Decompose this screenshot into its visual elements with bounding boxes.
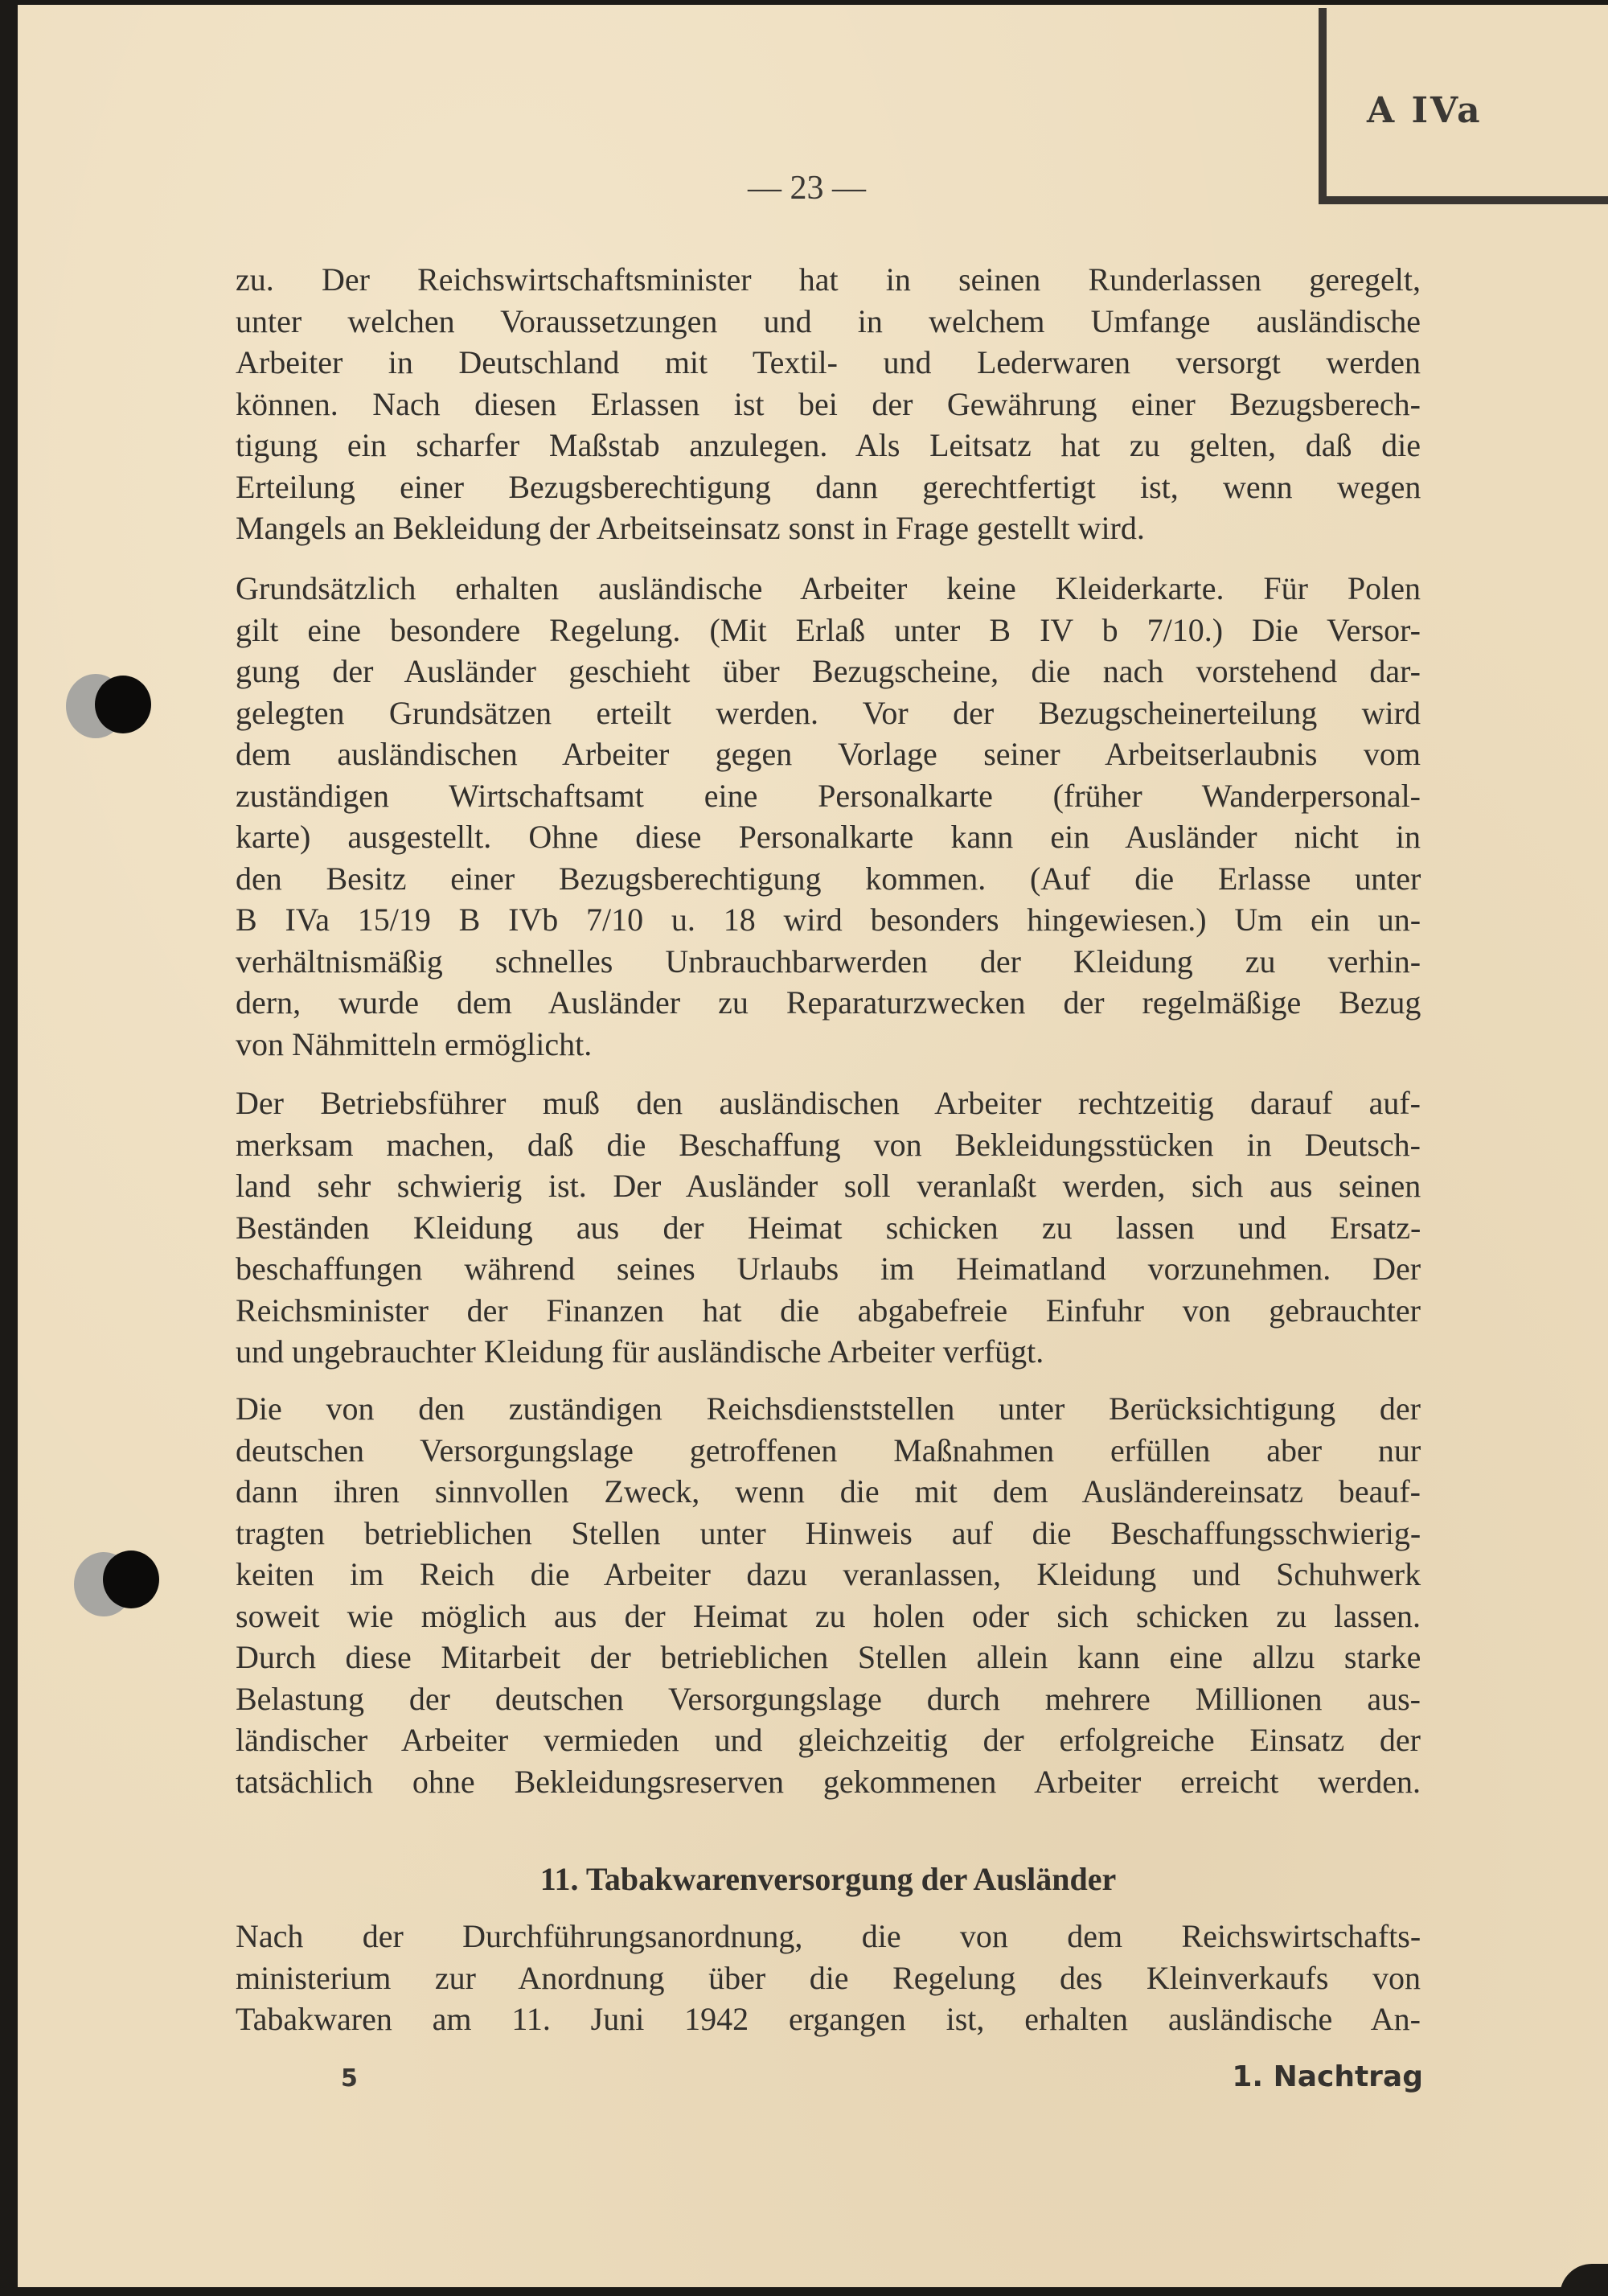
text-line: karte) ausgestellt. Ohne diese Personalkarte kann ein Ausländer nicht in	[236, 819, 1421, 855]
text-line: Reichsminister der Finanzen hat die abgabefreie Einfuhr von gebrauchter	[236, 1292, 1421, 1329]
text-line: dann ihren sinnvollen Zweck, wenn die mit dem Ausländereinsatz beauf-	[236, 1473, 1421, 1509]
text-line: Beständen Kleidung aus der Heimat schicken zu lassen und Ersatz-	[236, 1209, 1421, 1246]
supplement-label: 1. Nachtrag	[1232, 2060, 1423, 2093]
text-line: Mangels an Bekleidung der Arbeitseinsatz sonst in Frage gestellt wird.	[236, 510, 1145, 546]
paragraph-3	[236, 1082, 1421, 1373]
text-line: ländischer Arbeiter vermieden und gleichzeitig der erfolgreiche Einsatz der	[236, 1722, 1421, 1758]
text-line: ministerium zur Anordnung über die Regelung des Kleinverkaufs von	[236, 1959, 1421, 1996]
text-line: tigung ein scharfer Maßstab anzulegen. Als Leitsatz hat zu gelten, daß die	[236, 427, 1421, 463]
text-line: gilt eine besondere Regelung. (Mit Erlaß unter B IV b 7/10.) Die Versor-	[236, 611, 1421, 648]
text-line: Die von den zuständigen Reichsdienststellen unter Berücksichtigung der	[236, 1390, 1421, 1427]
section-paragraph	[236, 1916, 1421, 2040]
page-number: — 23 —	[748, 170, 866, 207]
text-line: zuständigen Wirtschaftsamt eine Personalkarte (früher Wanderpersonal-	[236, 777, 1421, 814]
text-line: soweit wie möglich aus der Heimat zu holen oder sich schicken zu lassen.	[236, 1597, 1421, 1634]
text-line: tatsächlich ohne Bekleidungsreserven gekommenen Arbeiter erreicht werden.	[236, 1763, 1421, 1800]
text-line: Nach der Durchführungsanordnung, die von dem Reichswirtschafts-	[236, 1918, 1421, 1954]
text-line: keiten im Reich die Arbeiter dazu veranlassen, Kleidung und Schuhwerk	[236, 1556, 1421, 1592]
text-line: B IVa 15/19 B IVb 7/10 u. 18 wird besonders hingewiesen.) Um ein un-	[236, 902, 1421, 938]
text-line: und ungebrauchter Kleidung für ausländische Arbeiter verfügt.	[236, 1333, 1044, 1370]
text-line: gung der Ausländer geschieht über Bezugscheine, die nach vorstehend dar-	[236, 653, 1421, 689]
text-line: beschaffungen während seines Urlaubs im Heimatland vorzunehmen. Der	[236, 1251, 1421, 1287]
text-line: gelegten Grundsätzen erteilt werden. Vor der Bezugscheinerteilung wird	[236, 694, 1421, 731]
paragraph-2	[236, 568, 1421, 1065]
punch-hole-upper	[95, 676, 151, 733]
text-line: Tabakwaren am 11. Juni 1942 ergangen ist, erhalten ausländische An-	[236, 2001, 1421, 2037]
text-line: deutschen Versorgungslage getroffenen Maßnahmen erfüllen aber nur	[236, 1431, 1421, 1468]
text-line: Arbeiter in Deutschland mit Textil- und Lederwaren versorgt werden	[236, 344, 1421, 380]
punch-hole-lower	[103, 1551, 159, 1608]
text-line: unter welchen Voraussetzungen und in welchem Umfange ausländische	[236, 302, 1421, 339]
text-line: tragten betrieblichen Stellen unter Hinweis auf die Beschaffungsschwierig-	[236, 1514, 1421, 1551]
text-line: dem ausländischen Arbeiter gegen Vorlage seiner Arbeitserlaubnis vom	[236, 736, 1421, 772]
text-line: dern, wurde dem Ausländer zu Reparaturzwecken der regelmäßige Bezug	[236, 984, 1421, 1021]
text-line: Belastung der deutschen Versorgungslage durch mehrere Millionen aus-	[236, 1680, 1421, 1717]
sheet-number: 5	[341, 2064, 358, 2093]
text-line: Erteilung einer Bezugsberechtigung dann gerechtfertigt ist, wenn wegen	[236, 468, 1421, 505]
text-line: von Nähmitteln ermöglicht.	[236, 1025, 593, 1062]
text-line: den Besitz einer Bezugsberechtigung kommen. (Auf die Erlasse unter	[236, 860, 1421, 897]
paragraph-1	[236, 259, 1421, 549]
section-tab-label: A IVa	[1367, 90, 1483, 131]
text-line: zu. Der Reichswirtschaftsminister hat in seinen Runderlassen geregelt,	[236, 261, 1421, 298]
text-line: Der Betriebsführer muß den ausländischen Arbeiter rechtzeitig darauf auf-	[236, 1085, 1421, 1121]
text-line: verhältnismäßig schnelles Unbrauchbarwerden der Kleidung zu verhin-	[236, 943, 1421, 980]
text-line: können. Nach diesen Erlassen ist bei der Gewährung einer Bezugsberech-	[236, 385, 1421, 422]
text-line: merksam machen, daß die Beschaffung von Bekleidungsstücken in Deutsch-	[236, 1126, 1421, 1163]
text-line: Durch diese Mitarbeit der betrieblichen Stellen allein kann eine allzu starke	[236, 1639, 1421, 1675]
paragraph-4	[236, 1388, 1421, 1802]
text-line: Grundsätzlich erhalten ausländische Arbeiter keine Kleiderkarte. Für Polen	[236, 570, 1421, 606]
text-line: land sehr schwierig ist. Der Ausländer soll veranlaßt werden, sich aus seinen	[236, 1168, 1421, 1204]
section-heading: 11. Tabakwarenversorgung der Ausländer	[539, 1861, 1117, 1897]
